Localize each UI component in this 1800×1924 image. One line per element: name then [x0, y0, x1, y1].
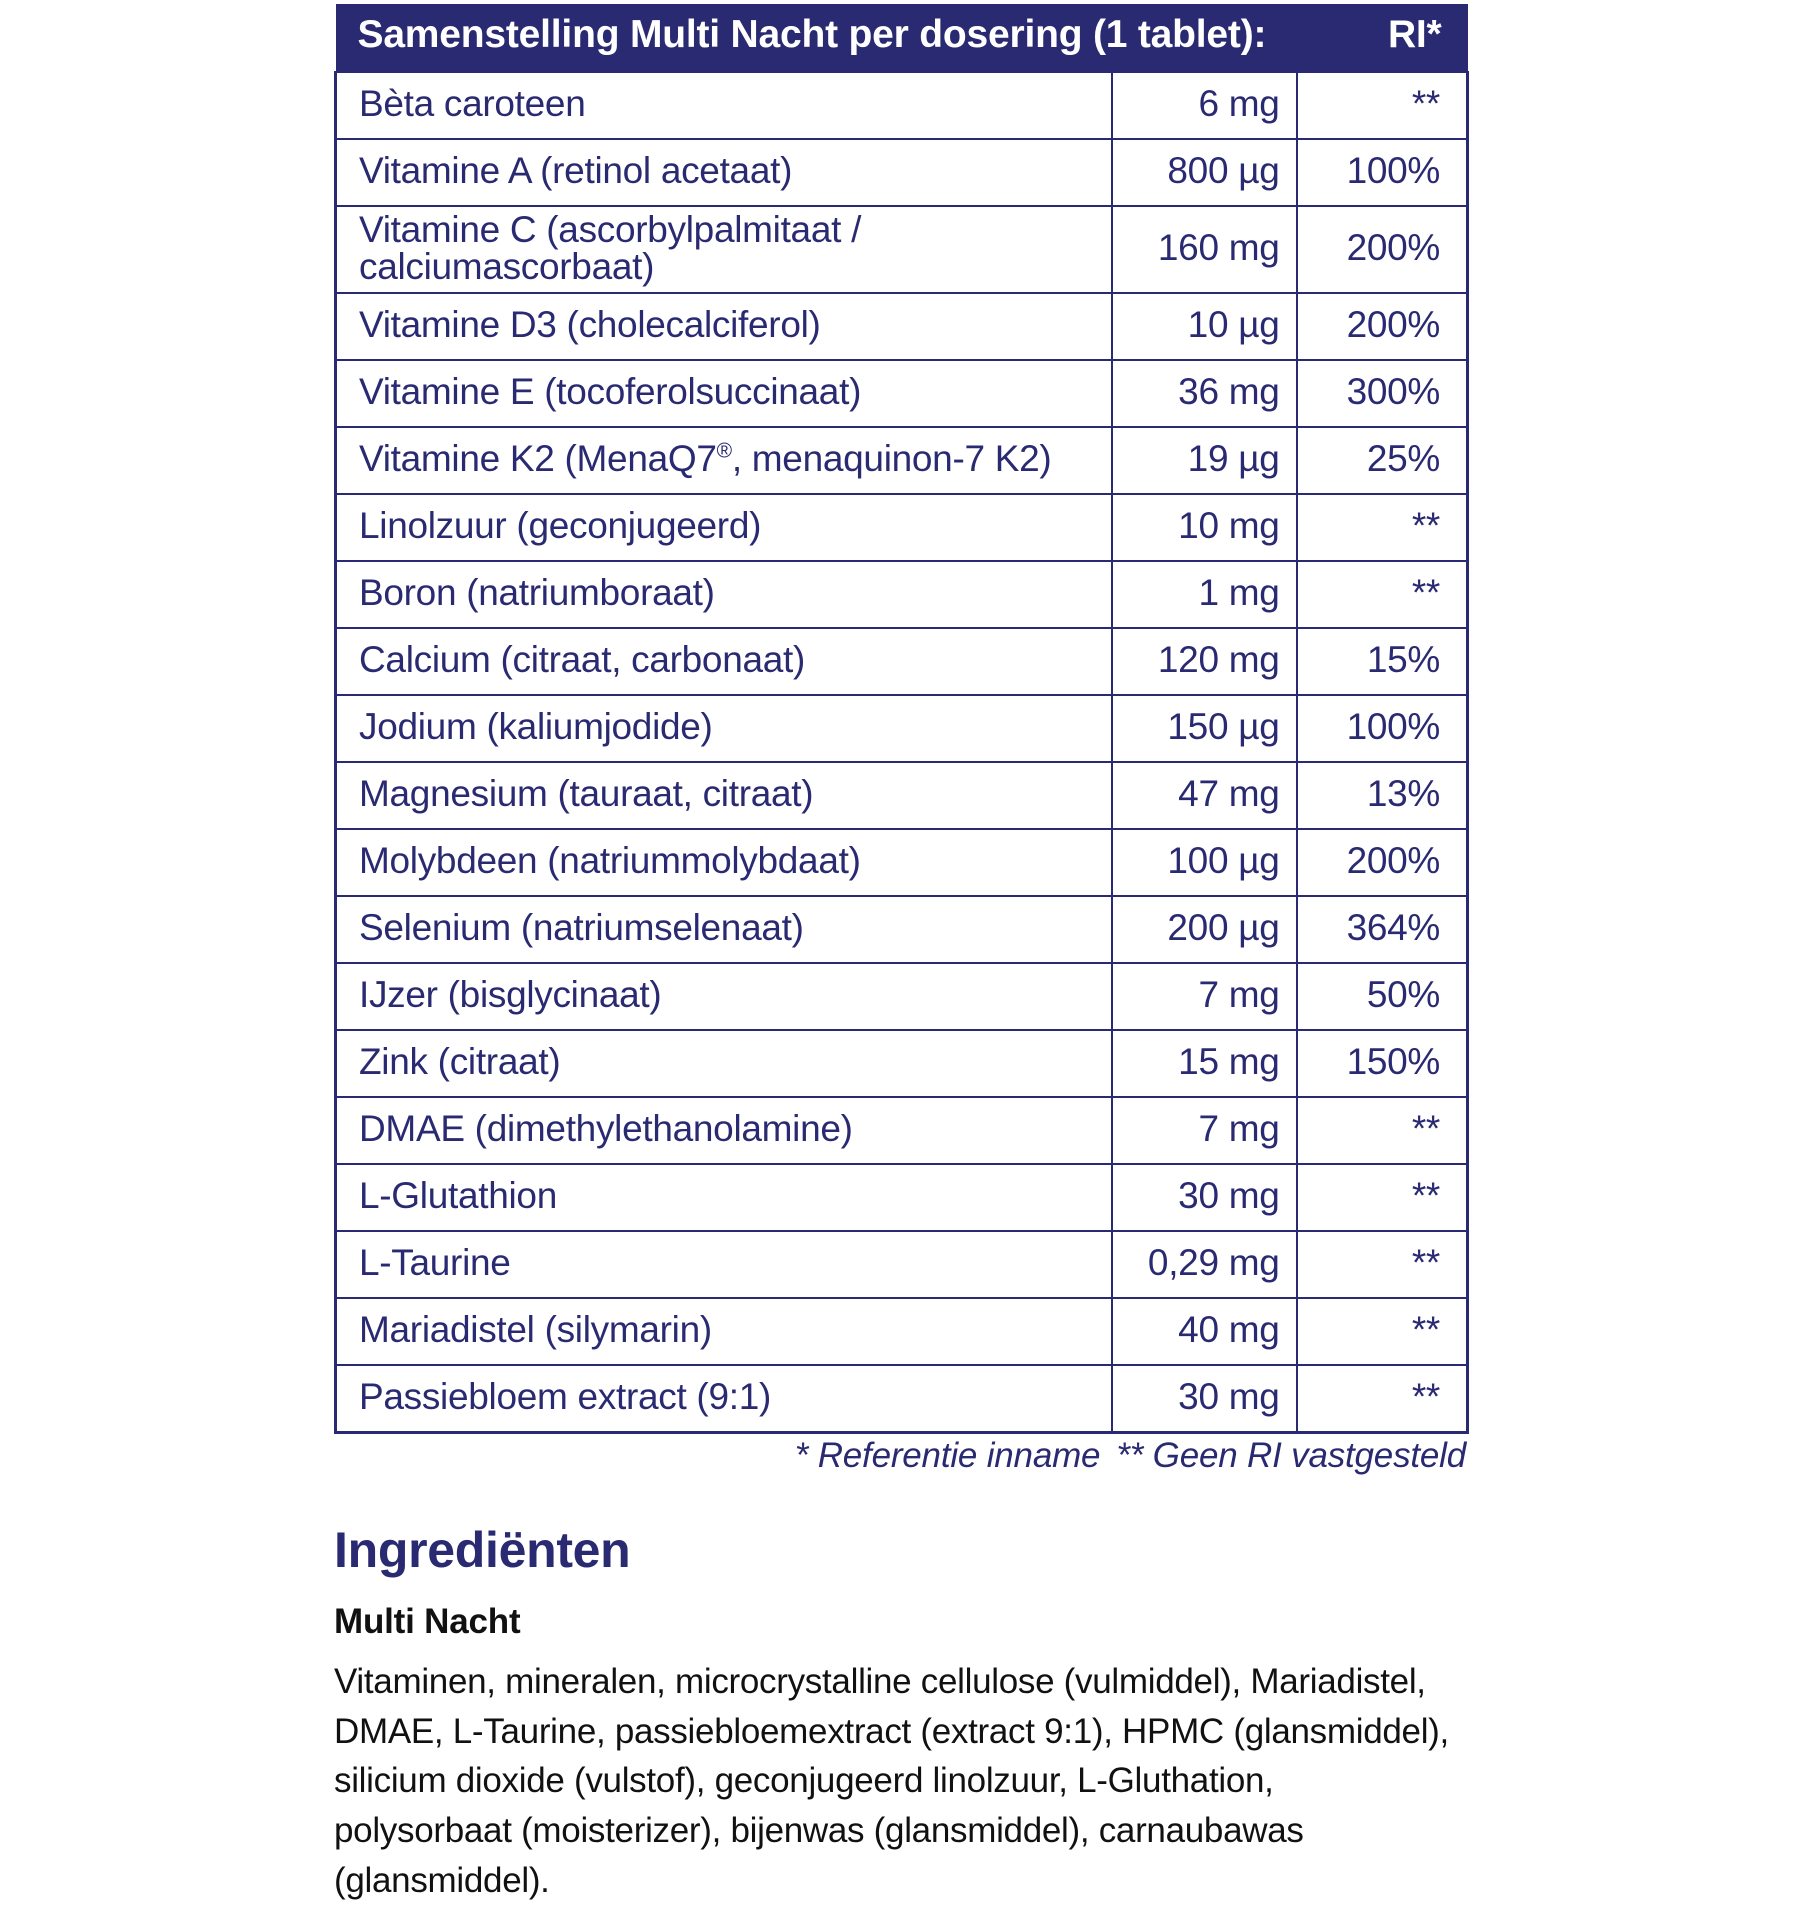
- nutrient-ri: **: [1297, 1164, 1468, 1231]
- table-row: [336, 494, 1468, 561]
- nutrient-amount: 150 µg: [1112, 695, 1297, 762]
- nutrient-ri: 15%: [1297, 628, 1468, 695]
- nutrient-ri: 200%: [1297, 293, 1468, 360]
- nutrient-name: IJzer (bisglycinaat): [336, 963, 1112, 1030]
- table-row: [336, 1164, 1468, 1231]
- table-row: [336, 1365, 1468, 1433]
- nutrient-ri: **: [1297, 1298, 1468, 1365]
- nutrient-name: Linolzuur (geconjugeerd): [336, 494, 1112, 561]
- nutrient-amount: 15 mg: [1112, 1030, 1297, 1097]
- nutrient-ri: 50%: [1297, 963, 1468, 1030]
- ri-column-header: RI*: [1297, 4, 1468, 72]
- table-row: [336, 1097, 1468, 1164]
- nutrient-ri: 200%: [1297, 829, 1468, 896]
- table-row: [336, 1231, 1468, 1298]
- table-row: [336, 360, 1468, 427]
- ingredients-text: Vitaminen, mineralen, microcrystalline cellulose (vulmiddel), Mariadistel, DMAE, L-Taurine, passiebloemextract (extract 9:1), HPMC (glansmiddel), silicium dioxide (vulstof), geconjugeerd linolzuur, L-Gluthation, polysorbaat (moisterizer), bijenwas (glansmiddel), carnaubawas (glansmiddel).: [334, 1662, 1449, 1900]
- nutrient-name: Vitamine C (ascorbylpalmitaat / calciumascorbaat): [336, 206, 1112, 293]
- nutrient-name: Vitamine K2 (MenaQ7®, menaquinon-7 K2): [336, 427, 1112, 494]
- nutrient-ri: **: [1297, 494, 1468, 561]
- nutrient-name: Vitamine A (retinol acetaat): [336, 139, 1112, 206]
- table-body: [336, 72, 1468, 1433]
- nutrient-name: Magnesium (tauraat, citraat): [336, 762, 1112, 829]
- table-header: [336, 4, 1468, 72]
- nutrient-amount: 10 mg: [1112, 494, 1297, 561]
- nutrient-ri: 25%: [1297, 427, 1468, 494]
- nutrient-name: Passiebloem extract (9:1): [336, 1365, 1112, 1433]
- nutrient-name: Molybdeen (natriummolybdaat): [336, 829, 1112, 896]
- footnote-no-ri-note: ** Geen RI vastgesteld: [1116, 1436, 1466, 1475]
- nutrient-amount: 0,29 mg: [1112, 1231, 1297, 1298]
- nutrient-name: Vitamine E (tocoferolsuccinaat): [336, 360, 1112, 427]
- nutrient-amount: 800 µg: [1112, 139, 1297, 206]
- nutrient-amount: 6 mg: [1112, 72, 1297, 139]
- nutrient-amount: 19 µg: [1112, 427, 1297, 494]
- nutrient-name: L-Glutathion: [336, 1164, 1112, 1231]
- table-row: [336, 628, 1468, 695]
- table-row: [336, 293, 1468, 360]
- nutrient-amount: 100 µg: [1112, 829, 1297, 896]
- nutrient-ri: **: [1297, 1365, 1468, 1433]
- nutrient-ri: **: [1297, 1231, 1468, 1298]
- nutrient-amount: 30 mg: [1112, 1164, 1297, 1231]
- nutrient-ri: 300%: [1297, 360, 1468, 427]
- table-row: [336, 72, 1468, 139]
- nutrient-ri: **: [1297, 72, 1468, 139]
- nutrient-name: L-Taurine: [336, 1231, 1112, 1298]
- nutrient-ri: **: [1297, 561, 1468, 628]
- table-row: [336, 762, 1468, 829]
- table-row: [336, 1030, 1468, 1097]
- ingredients-section: [334, 1524, 1514, 1905]
- nutrient-name: Calcium (citraat, carbonaat): [336, 628, 1112, 695]
- nutrient-amount: 1 mg: [1112, 561, 1297, 628]
- nutrient-name: Selenium (natriumselenaat): [336, 896, 1112, 963]
- nutrient-amount: 30 mg: [1112, 1365, 1297, 1433]
- ingredients-heading: Ingrediënten: [334, 1522, 631, 1578]
- nutrient-ri: 364%: [1297, 896, 1468, 963]
- table-row: [336, 427, 1468, 494]
- table-row: [336, 1298, 1468, 1365]
- nutrient-amount: 40 mg: [1112, 1298, 1297, 1365]
- nutrient-ri: 100%: [1297, 695, 1468, 762]
- table-row: [336, 829, 1468, 896]
- registered-trademark-icon: ®: [716, 440, 732, 464]
- nutrient-amount: 160 mg: [1112, 206, 1297, 293]
- table-row: [336, 139, 1468, 206]
- table-row: [336, 561, 1468, 628]
- nutrient-ri: 200%: [1297, 206, 1468, 293]
- nutrient-amount: 36 mg: [1112, 360, 1297, 427]
- nutrient-ri: **: [1297, 1097, 1468, 1164]
- table-row: [336, 896, 1468, 963]
- table-row: [336, 206, 1468, 293]
- table-row: [336, 963, 1468, 1030]
- nutrient-amount: 7 mg: [1112, 1097, 1297, 1164]
- ingredients-product-name: Multi Nacht: [334, 1601, 521, 1641]
- nutrient-name: Zink (citraat): [336, 1030, 1112, 1097]
- footnote-ri-note: * Referentie inname: [794, 1436, 1101, 1475]
- nutrient-amount: 10 µg: [1112, 293, 1297, 360]
- nutrient-name: DMAE (dimethylethanolamine): [336, 1097, 1112, 1164]
- footnote: [334, 1436, 1470, 1476]
- nutrient-ri: 150%: [1297, 1030, 1468, 1097]
- nutrition-table: [334, 4, 1469, 1434]
- nutrient-amount: 7 mg: [1112, 963, 1297, 1030]
- nutrient-amount: 120 mg: [1112, 628, 1297, 695]
- nutrient-amount: 200 µg: [1112, 896, 1297, 963]
- nutrient-name: Boron (natriumboraat): [336, 561, 1112, 628]
- nutrient-amount: 47 mg: [1112, 762, 1297, 829]
- nutrient-name: Jodium (kaliumjodide): [336, 695, 1112, 762]
- table-row: [336, 695, 1468, 762]
- nutrient-ri: 100%: [1297, 139, 1468, 206]
- nutrient-name: Vitamine D3 (cholecalciferol): [336, 293, 1112, 360]
- table-title: Samenstelling Multi Nacht per dosering (1 tablet):: [336, 4, 1297, 72]
- nutrient-ri: 13%: [1297, 762, 1468, 829]
- table-header-row: [336, 4, 1468, 72]
- nutrient-name: Mariadistel (silymarin): [336, 1298, 1112, 1365]
- nutrient-name: Bèta caroteen: [336, 72, 1112, 139]
